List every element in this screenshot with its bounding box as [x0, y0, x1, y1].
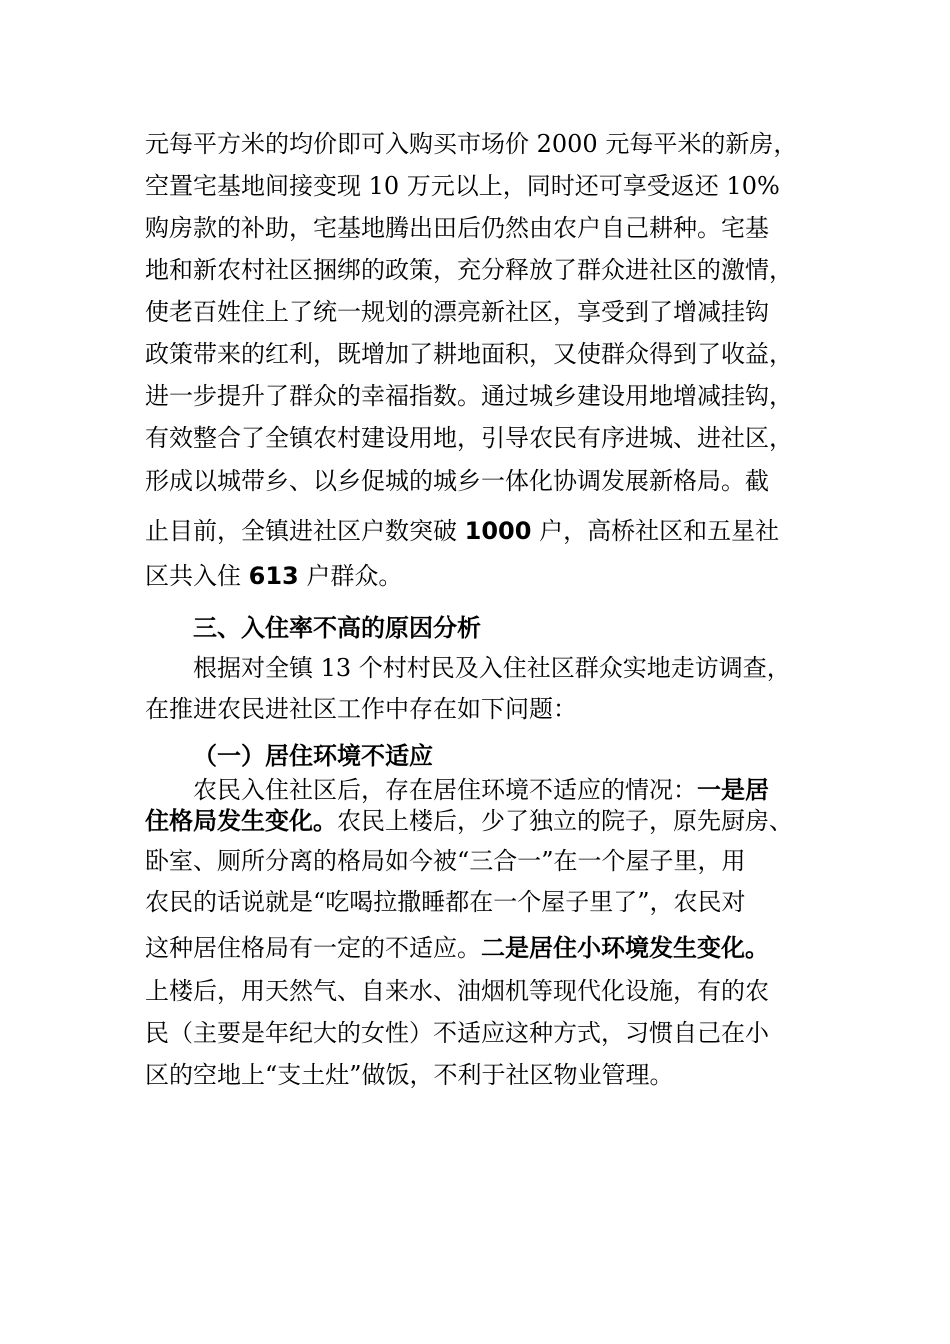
subsection-1-heading: （一）居住环境不适应 [193, 742, 433, 770]
body-line-9: 形成以城带乡、以乡促城的城乡一体化协调发展新格局。截 [145, 467, 769, 495]
subsection-1-line-5 [145, 932, 835, 964]
subsection-1-line-3: 卧室、厕所分离的格局如今被“三合一”在一个屋子里，用 [145, 847, 746, 875]
subsection-1-line-1 [193, 774, 883, 806]
body-line-2: 空置宅基地间接变现 10 万元以上，同时还可享受返还 10% [145, 172, 780, 200]
body-line-11 [145, 560, 835, 592]
household-count: 1000 [464, 517, 532, 545]
section-3-para-line-2: 在推进农民进社区工作中存在如下问题： [145, 695, 577, 723]
subsection-1-line-1-text: 农民入住社区后，存在居住环境不适应的情况： [193, 776, 697, 804]
body-line-11-text-a: 区共入住 [145, 562, 249, 590]
body-line-3: 购房款的补助，宅基地腾出田后仍然由农户自己耕种。宅基 [145, 214, 769, 242]
body-line-8: 有效整合了全镇农村建设用地，引导农民有序进城、进社区， [145, 424, 793, 452]
body-line-6: 政策带来的红利，既增加了耕地面积，又使群众得到了收益， [145, 340, 793, 368]
point-two-title: 二是居住小环境发生变化。 [481, 934, 769, 962]
body-line-11-text-c: 户群众。 [298, 562, 403, 590]
body-line-7: 进一步提升了群众的幸福指数。通过城乡建设用地增减挂钩， [145, 382, 793, 410]
subsection-1-line-4: 农民的话说就是“吃喝拉撒睡都在一个屋子里了”，农民对 [145, 888, 746, 916]
point-one-label: 一是居 [697, 776, 769, 804]
section-3-para-line-1: 根据对全镇 13 个村村民及入住社区群众实地走访调查， [193, 654, 791, 682]
body-line-4: 地和新农村社区捆绑的政策，充分释放了群众进社区的激情， [145, 256, 793, 284]
subsection-1-line-2-text: 农民上楼后，少了独立的院子，原先厨房、 [337, 807, 793, 835]
body-line-10-text-a: 止目前，全镇进社区户数突破 [145, 517, 465, 545]
resident-count: 613 [248, 562, 299, 590]
section-3-heading: 三、入住率不高的原因分析 [193, 614, 481, 642]
subsection-1-line-5-text: 这种居住格局有一定的不适应。 [145, 934, 481, 962]
subsection-1-line-2 [145, 805, 835, 837]
subsection-1-line-7: 民（主要是年纪大的女性）不适应这种方式，习惯自己在小 [145, 1019, 769, 1047]
subsection-1-line-8: 区的空地上“支土灶”做饭，不利于社区物业管理。 [145, 1061, 674, 1089]
body-line-10-text-c: 户，高桥社区和五星社 [531, 517, 780, 545]
body-line-1: 元每平方米的均价即可入购买市场价 2000 元每平米的新房， [145, 130, 798, 158]
body-line-5: 使老百姓住上了统一规划的漂亮新社区，享受到了增减挂钩 [145, 298, 769, 326]
subsection-1-line-6: 上楼后，用天然气、自来水、油烟机等现代化设施，有的农 [145, 977, 769, 1005]
point-one-title-end: 住格局发生变化。 [145, 807, 337, 835]
body-line-10 [145, 515, 835, 547]
